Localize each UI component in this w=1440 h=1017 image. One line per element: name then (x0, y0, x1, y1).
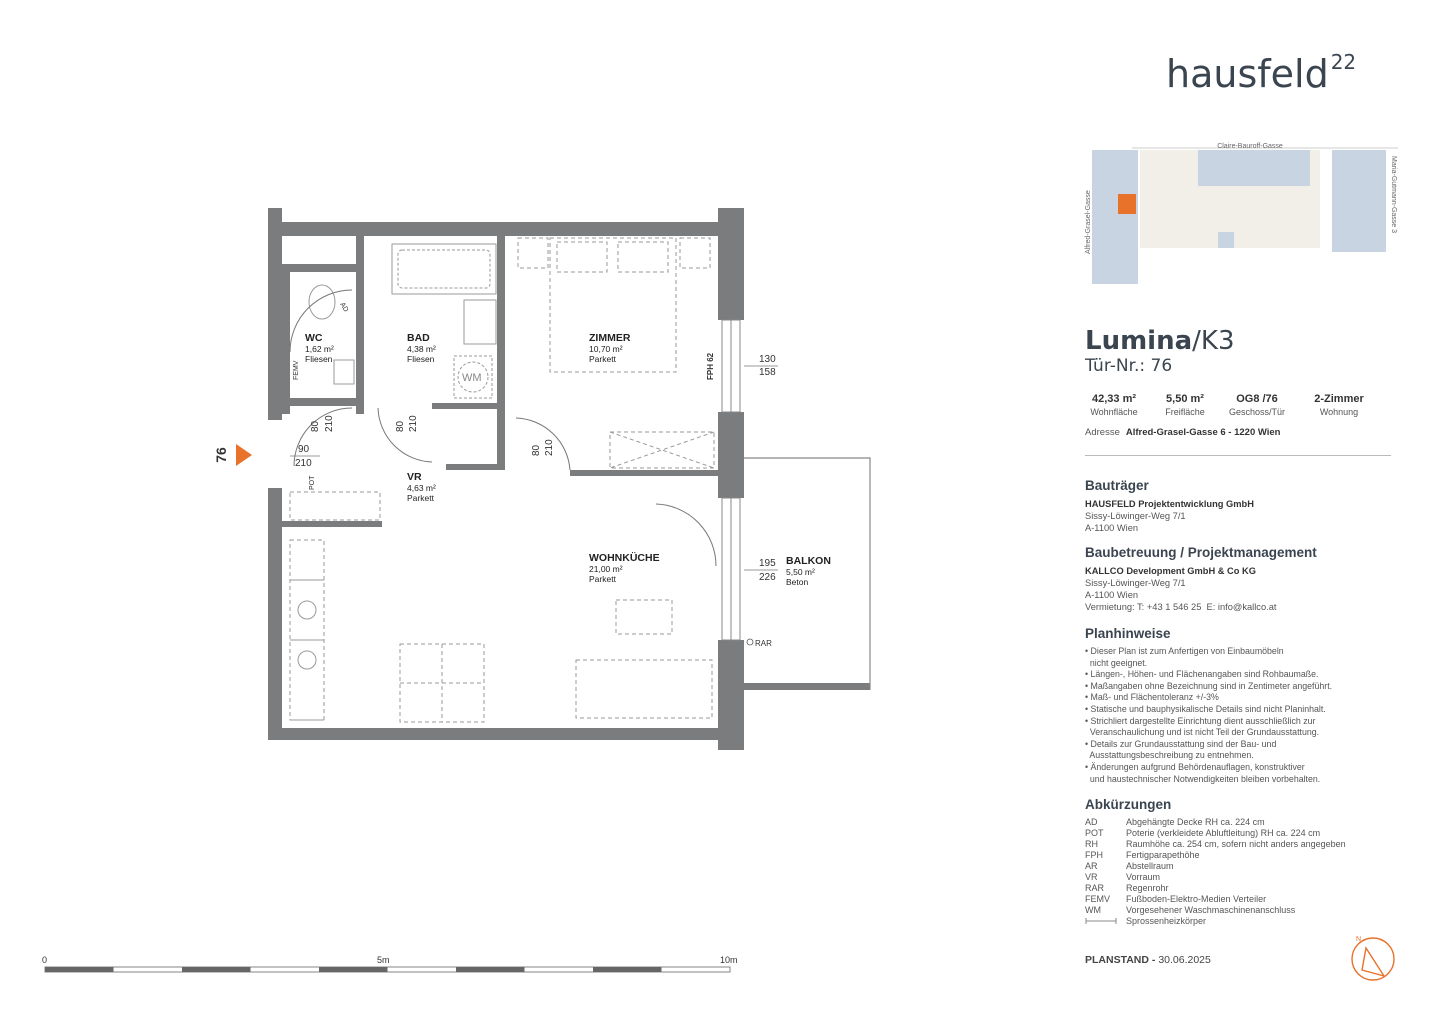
address: Adresse Alfred-Grasel-Gasse 6 - 1220 Wien (1085, 427, 1281, 438)
wall (268, 222, 718, 236)
bautraeger-info: HAUSFELD Projektentwicklung GmbH Sissy-Löwinger-Weg 7/1 A-1100 Wien (1085, 499, 1254, 533)
room-name-zimmer: ZIMMER (589, 332, 631, 344)
heading-planhinweise: Planhinweise (1085, 626, 1171, 641)
list-item: VR Vorraum (1085, 872, 1161, 882)
room-floor-vr: Parkett (407, 493, 434, 503)
balcony-edge (736, 683, 870, 690)
baubetreuung-info: KALLCO Development GmbH & Co KG Sissy-Löwinger-Weg 7/1 A-1100 Wien Vermietung: T: +43 1 546 25 E: info@kallco.at (1085, 566, 1277, 612)
fact-zimmer: 2-Zimmer Wohnung (1314, 393, 1364, 417)
label-ad: AD (338, 301, 350, 314)
street-top: Claire-Bauroff-Gasse (1217, 143, 1283, 150)
dim-window-zimmer-width: 130 (759, 354, 776, 365)
list-item: RAR Regenrohr (1085, 883, 1169, 893)
list-item: AR Abstellraum (1085, 861, 1174, 871)
wall (497, 236, 505, 470)
label-fph: FPH 62 (706, 352, 715, 380)
list-item: WM Vorgesehener Waschmaschinenanschluss (1085, 905, 1296, 915)
dim-window-zimmer-height: 158 (759, 367, 776, 378)
label-wm: WM (462, 372, 482, 384)
apartment-marker (1118, 194, 1136, 214)
door-swing-vr (378, 408, 432, 462)
abkuerzungen-list (1085, 817, 1346, 927)
scale-label-5m: 5m (377, 955, 390, 965)
sofa (576, 660, 712, 718)
planhinweise-list: • Dieser Plan ist zum Anfertigen von Einbaumöbeln nicht geeignet. • Längen-, Höhen- und Flächenangaben sind Rohbaumaße. • Maßangaben ohne Bezeichnung sind in Zentimeter angeführt. • Maß- und Flächentoleranz +/-3% • Statische und bauphysikalische Details sind nicht Planinhalt. • Strichliert dargestellte Einrichtung dient ausschließlich zur Veranschaulichung und ist nicht Teil der Grundausstattung. • Details zur Grundausstattung sind der Bau- und Ausstattungsbeschreibung zu entnehmen. • Änderungen aufgrund Behördenauflagen, konstruktiver und haustechnischer Notwendigkeiten bleiben vorbehalten. (1085, 646, 1333, 784)
wall (446, 464, 505, 470)
room-name-bad: BAD (407, 332, 430, 344)
list-item: AD Abgehängte Decke RH ca. 224 cm (1085, 817, 1265, 827)
dim-window-balkon-height: 226 (759, 572, 776, 583)
kitchen-counter (290, 540, 324, 720)
room-area-zimmer: 10,70 m² (589, 344, 623, 354)
toilet (309, 285, 335, 319)
brand-name: hausfeld $^{22}$ (1166, 50, 1357, 96)
washbasin (464, 300, 496, 344)
label-femv: FEMV (293, 360, 300, 380)
dim-entry-height: 210 (295, 458, 312, 469)
street-right: Maria-Gutmann-Gasse 3 (1390, 156, 1397, 234)
dim-wc-width: 80 (310, 420, 321, 432)
fact-freiflaeche: 5,50 m² Freifläche (1165, 393, 1205, 417)
room-area-balkon: 5,50 m² (786, 567, 815, 577)
label-rar: RAR (755, 639, 772, 648)
list-item: FEMV Fußboden-Elektro-Medien Verteiler (1085, 894, 1267, 904)
wall (268, 488, 282, 740)
wall (268, 398, 356, 406)
dim-window-balkon-width: 195 (759, 558, 776, 569)
wall (718, 412, 744, 498)
planstand: PLANSTAND - 30.06.2025 (1085, 954, 1211, 966)
fact-geschoss: OG8 /76 Geschoss/Tür (1228, 393, 1286, 417)
room-floor-balkon: Beton (786, 577, 809, 587)
entry-arrow-icon (236, 444, 252, 466)
list-item: POT Poterie (verkleidete Abluftleitung) RH ca. 224 cm (1085, 828, 1321, 838)
coffee-table (616, 600, 672, 634)
dim-zimmer-door-height: 210 (544, 439, 555, 456)
compass-north-label: N (1356, 936, 1362, 943)
room-area-vr: 4,63 m² (407, 483, 436, 493)
heading-bautraeger: Bauträger (1085, 478, 1149, 493)
wall (718, 640, 744, 750)
room-floor-bad: Fliesen (407, 354, 435, 364)
wall (570, 470, 718, 476)
wall (268, 208, 282, 420)
dim-bad-height: 210 (408, 415, 419, 432)
label-pot: POT (309, 475, 316, 490)
door-number: Tür-Nr.: 76 (1085, 356, 1173, 376)
divider (1085, 455, 1391, 456)
wall (282, 521, 382, 527)
scale-label-0: 0 (42, 955, 48, 965)
room-floor-zimmer: Parkett (589, 354, 616, 364)
door-swing-zimmer (516, 418, 570, 470)
bathtub (392, 244, 496, 294)
entry-door-number: 76 (213, 447, 229, 463)
room-name-balkon: BALKON (786, 555, 831, 567)
wall (432, 403, 505, 409)
room-name-vr: VR (407, 471, 422, 483)
list-item: RH Raumhöhe ca. 254 cm, sofern nicht anders angegeben (1085, 839, 1346, 849)
room-area-wohnkueche: 21,00 m² (589, 564, 623, 574)
list-item: Sprossenheizkörper (1085, 916, 1346, 927)
fact-wohnflaeche: 42,33 m² Wohnfläche (1090, 393, 1138, 417)
wall (718, 208, 744, 320)
dim-bad-width: 80 (395, 420, 406, 432)
heading-baubetreuung: Baubetreuung / Projektmanagement (1085, 545, 1317, 560)
room-name-wohnkueche: WOHNKÜCHE (589, 552, 660, 564)
room-floor-wohnkueche: Parkett (589, 574, 616, 584)
wall (268, 728, 744, 740)
room-area-bad: 4,38 m² (407, 344, 436, 354)
dim-wc-height: 210 (324, 415, 335, 432)
radiator-icon (1085, 916, 1117, 924)
scale-label-10m: 10m (720, 955, 738, 965)
site-plan (1080, 138, 1400, 294)
wall (356, 236, 364, 414)
room-name-wc: WC (305, 332, 323, 344)
dim-entry-width: 90 (298, 444, 310, 455)
wc-basin (334, 360, 354, 384)
rain-pipe-icon (747, 639, 753, 645)
door-swing-kitchen (656, 504, 716, 566)
heading-abkuerzungen: Abkürzungen (1085, 797, 1172, 812)
street-left: Alfred-Grasel-Gasse (1085, 190, 1092, 254)
compass-icon (1348, 932, 1398, 982)
wall (268, 264, 360, 272)
dim-zimmer-door-width: 80 (531, 444, 542, 456)
room-floor-wc: Fliesen (305, 354, 333, 364)
wall (282, 272, 290, 414)
scale-bar (42, 955, 738, 972)
storage (290, 492, 380, 520)
list-item: FPH Fertigparapethöhe (1085, 850, 1200, 860)
project-title: Lumina/K3 (1085, 326, 1235, 356)
room-area-wc: 1,62 m² (305, 344, 334, 354)
